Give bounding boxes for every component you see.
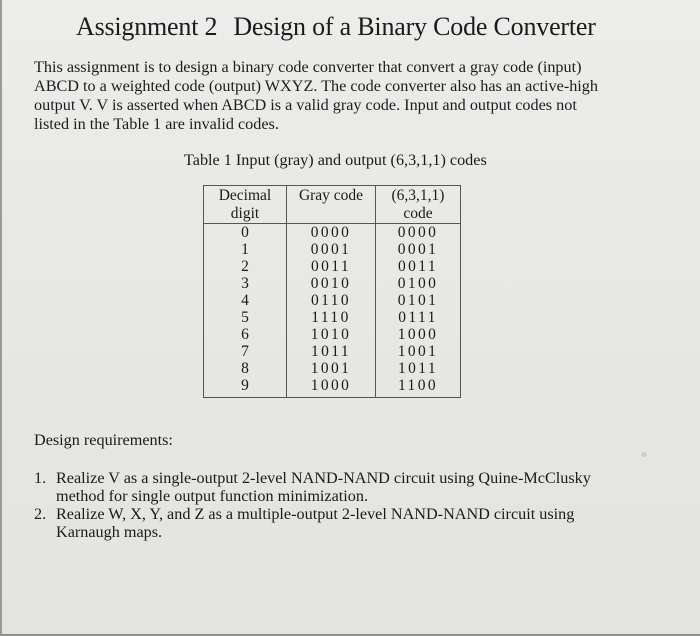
requirements-heading: Design requirements: [34, 431, 173, 449]
cell-code: 0111 [376, 309, 461, 326]
table-row [204, 377, 461, 398]
cell-decimal: 6 [204, 326, 287, 343]
intro-line: output V. V is asserted when ABCD is a valid gray code. Input and output codes not [34, 96, 577, 114]
cell-decimal: 8 [204, 360, 287, 377]
table-row [204, 326, 461, 343]
requirement-item [34, 505, 654, 541]
intro-line: ABCD to a weighted code (output) WXYZ. The code converter also has an active-high [34, 77, 598, 95]
cell-code: 1001 [376, 343, 461, 360]
table-caption: Table 1 Input (gray) and output (6,3,1,1) codes [184, 151, 487, 169]
requirement-number: 1. [34, 469, 47, 487]
requirement-text: Realize W, X, Y, and Z as a multiple-output 2-level NAND-NAND circuit using [56, 505, 575, 523]
title-subject: Design of a Binary Code Converter [233, 12, 596, 41]
table-row [204, 258, 461, 275]
table-row [204, 224, 461, 242]
intro-line: This assignment is to design a binary code converter that convert a gray code (input) [34, 58, 582, 76]
header-decimal-digit: Decimal digit [204, 186, 287, 224]
table-header-row [204, 186, 461, 224]
cell-gray: 1110 [287, 309, 376, 326]
cell-decimal: 7 [204, 343, 287, 360]
cell-gray: 0010 [287, 275, 376, 292]
cell-code: 1000 [376, 326, 461, 343]
cell-gray: 1001 [287, 360, 376, 377]
cell-decimal: 3 [204, 275, 287, 292]
cell-code: 0000 [376, 224, 461, 242]
cell-decimal: 4 [204, 292, 287, 309]
title-assignment-number: Assignment 2 [76, 12, 218, 41]
cell-decimal: 5 [204, 309, 287, 326]
requirement-text: Realize V as a single-output 2-level NAND-NAND circuit using Quine-McClusky [56, 469, 591, 487]
cell-code: 1011 [376, 360, 461, 377]
cell-gray: 1010 [287, 326, 376, 343]
cell-decimal: 9 [204, 377, 287, 398]
cell-code: 0001 [376, 241, 461, 258]
cell-gray: 1000 [287, 377, 376, 398]
cell-decimal: 0 [204, 224, 287, 242]
cell-gray: 0011 [287, 258, 376, 275]
page-title [76, 12, 596, 42]
table-row [204, 292, 461, 309]
intro-paragraph [34, 58, 634, 134]
cell-decimal: 1 [204, 241, 287, 258]
requirements-list [34, 469, 654, 541]
requirement-item [34, 469, 654, 505]
cell-code: 0100 [376, 275, 461, 292]
cell-gray: 0110 [287, 292, 376, 309]
intro-line: listed in the Table 1 are invalid codes. [34, 115, 279, 133]
table-row [204, 360, 461, 377]
table-row [204, 241, 461, 258]
requirement-text: Karnaugh maps. [56, 523, 163, 541]
header-gray-code: Gray code [287, 186, 376, 224]
cell-gray: 1011 [287, 343, 376, 360]
cell-gray: 0001 [287, 241, 376, 258]
requirement-number: 2. [34, 505, 47, 523]
cell-code: 0011 [376, 258, 461, 275]
cell-decimal: 2 [204, 258, 287, 275]
requirement-text: method for single output function minimization. [56, 487, 369, 505]
cell-gray: 0000 [287, 224, 376, 242]
header-6311-code: (6,3,1,1) code [376, 186, 461, 224]
code-table [203, 185, 461, 398]
table-row [204, 343, 461, 360]
cell-code: 1100 [376, 377, 461, 398]
table-row [204, 309, 461, 326]
cell-code: 0101 [376, 292, 461, 309]
table-row [204, 275, 461, 292]
paper-speck-decoration [641, 452, 647, 457]
